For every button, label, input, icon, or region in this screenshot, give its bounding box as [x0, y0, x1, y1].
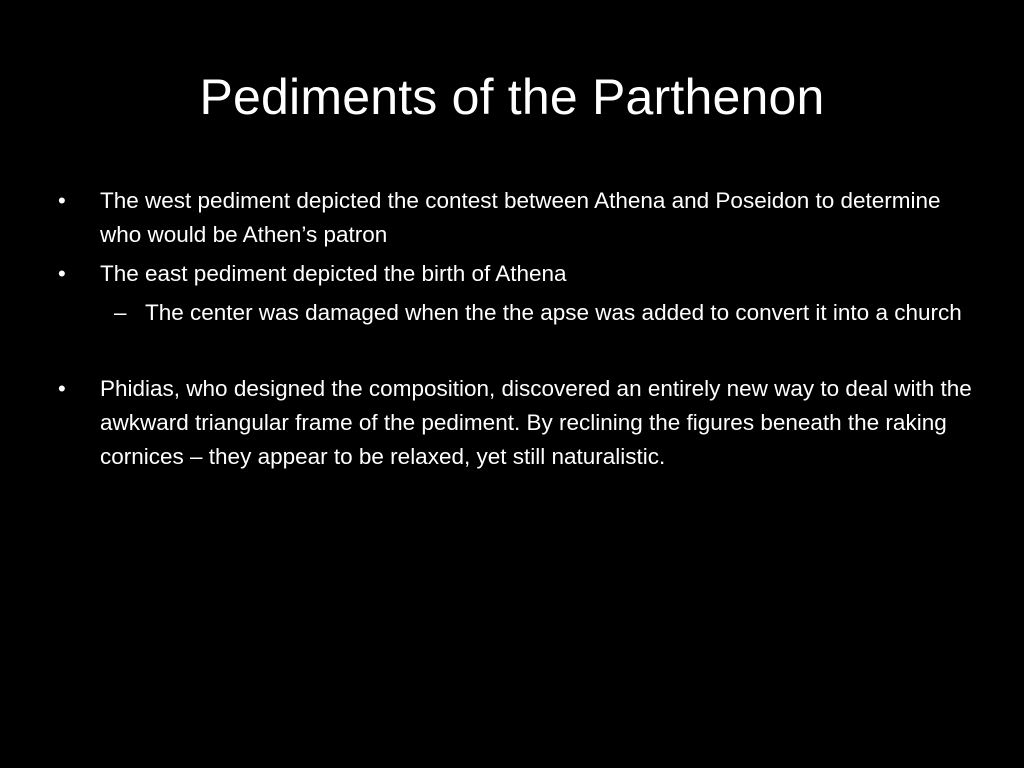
- bullet-marker: •: [58, 376, 66, 401]
- bullet-text: The east pediment depicted the birth of Athena: [100, 261, 567, 286]
- sub-bullet-text: The center was damaged when the the apse was added to convert it into a church: [145, 300, 962, 325]
- slide-title: Pediments of the Parthenon: [199, 69, 825, 125]
- bullet-item-west-pediment: [56, 184, 976, 252]
- dash-marker: –: [114, 300, 127, 325]
- bullet-marker: •: [58, 261, 66, 286]
- slide-body: [56, 184, 976, 479]
- bullet-marker: •: [58, 188, 66, 213]
- bullet-text: Phidias, who designed the composition, discovered an entirely new way to deal with the awkward triangular frame of the pediment. By reclining the figures beneath the raking cornices – they appear to be relaxed, yet still naturalistic.: [100, 376, 972, 469]
- bullet-item-east-pediment: [56, 257, 976, 291]
- bullet-item-phidias: [56, 372, 976, 474]
- bullet-text: The west pediment depicted the contest between Athena and Poseidon to determine who would be Athen’s patron: [100, 188, 941, 247]
- sub-bullet-item-center-damaged: [56, 296, 976, 330]
